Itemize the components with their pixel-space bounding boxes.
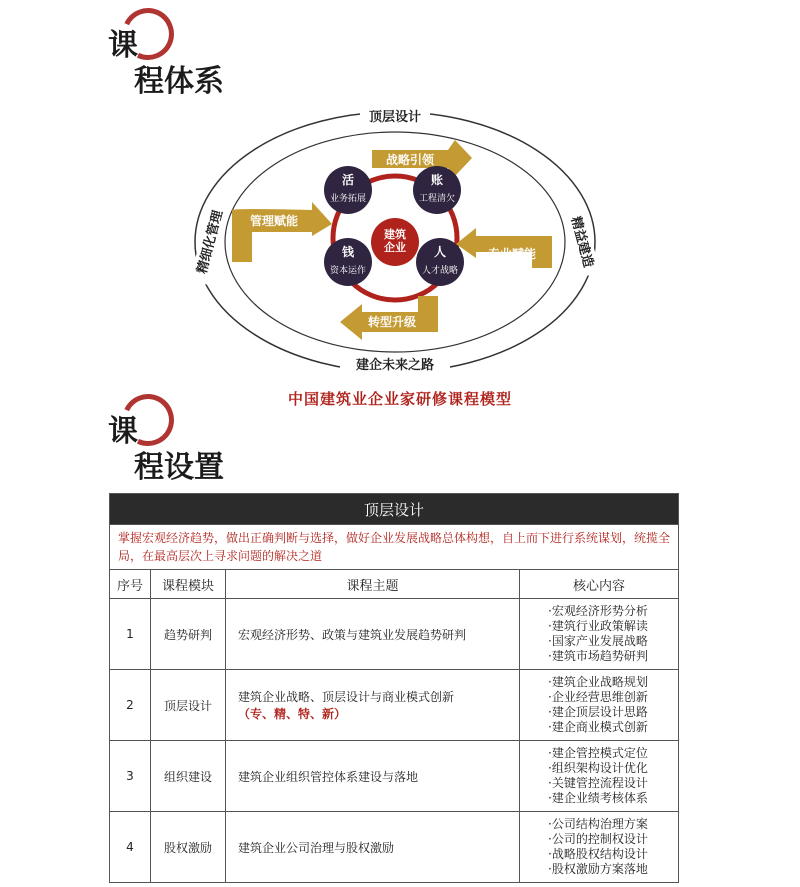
core-item: ·建企业绩考核体系 xyxy=(548,791,648,805)
core-item: ·企业经营思维创新 xyxy=(548,690,648,704)
topic-text: 建筑企业战略、顶层设计与商业模式创新 xyxy=(238,690,455,704)
topic-highlight: （专、精、特、新） xyxy=(238,707,347,721)
node-capital xyxy=(324,238,372,286)
core-item: ·公司的控制权设计 xyxy=(548,832,648,846)
core-item: ·组织架构设计优化 xyxy=(548,761,648,775)
arrow-label-management: 管理赋能 xyxy=(249,214,299,228)
core-item: ·建筑市场趋势研判 xyxy=(548,649,648,663)
node-business xyxy=(324,166,372,214)
cell-core xyxy=(520,741,679,812)
core-item: ·建企管控模式定位 xyxy=(548,746,648,760)
model-title: 中国建筑业企业家研修课程模型 xyxy=(287,390,512,408)
cell-module: 趋势研判 xyxy=(151,599,226,670)
arrow-professional xyxy=(456,228,552,268)
svg-text:钱: 钱 xyxy=(341,245,355,259)
curriculum-model-diagram xyxy=(0,0,800,420)
cell-core xyxy=(520,599,679,670)
core-item: ·宏观经济形势分析 xyxy=(548,604,648,618)
col-header-module: 课程模块 xyxy=(151,570,226,599)
col-header-topic: 课程主题 xyxy=(226,570,520,599)
table-row xyxy=(110,670,679,741)
topic-text: 宏观经济形势、政策与建筑业发展趋势研判 xyxy=(238,627,467,642)
ring-label-top: 顶层设计 xyxy=(368,110,422,125)
cell-no: 1 xyxy=(110,599,151,670)
cell-core xyxy=(520,812,679,883)
center-label: 建筑企业 xyxy=(384,228,406,254)
cell-core xyxy=(520,670,679,741)
table-row xyxy=(110,599,679,670)
cell-module: 股权激励 xyxy=(151,812,226,883)
core-item: ·国家产业发展战略 xyxy=(548,634,648,648)
ring-label-right: 精益建造 xyxy=(567,215,596,270)
svg-text:活: 活 xyxy=(341,173,355,187)
table-header: 顶层设计 xyxy=(110,494,679,525)
arrow-label-professional: 专业赋能 xyxy=(487,247,537,261)
core-item: ·公司结构治理方案 xyxy=(548,817,648,831)
ring-label-left: 精细化管理 xyxy=(194,208,227,276)
table-intro: 掌握宏观经济趋势，做出正确判断与选择，做好企业发展战略总体构想，自上而下进行系统谋划，统揽全局，在最高层次上寻求问题的解决之道 xyxy=(110,525,679,570)
ring-label-bottom: 建企未来之路 xyxy=(355,358,435,373)
svg-text:工程清欠: 工程清欠 xyxy=(418,194,456,204)
course-table xyxy=(109,493,679,883)
arrow-strategy xyxy=(372,140,472,176)
col-header-core: 核心内容 xyxy=(520,570,679,599)
col-header-no: 序号 xyxy=(110,570,151,599)
svg-text:人: 人 xyxy=(433,245,447,259)
cell-module: 组织建设 xyxy=(151,741,226,812)
heading-char: 课 xyxy=(108,414,138,449)
cell-topic xyxy=(226,599,520,670)
core-item: ·建企商业模式创新 xyxy=(548,720,648,734)
heading-rest: 程体系 xyxy=(134,64,224,99)
core-item: ·建企顶层设计思路 xyxy=(548,705,648,719)
heading-char: 课 xyxy=(108,28,138,63)
cell-module: 顶层设计 xyxy=(151,670,226,741)
svg-text:人才战略: 人才战略 xyxy=(421,266,459,276)
core-item: ·战略股权结构设计 xyxy=(548,847,648,861)
arrow-transformation xyxy=(340,296,438,340)
arrow-label-strategy: 战略引领 xyxy=(385,153,435,167)
heading-rest: 程设置 xyxy=(134,450,224,485)
core-item: ·建筑企业战略规划 xyxy=(548,675,648,689)
cell-no: 4 xyxy=(110,812,151,883)
cell-topic xyxy=(226,741,520,812)
cell-topic xyxy=(226,670,520,741)
svg-text:资本运作: 资本运作 xyxy=(329,266,367,276)
svg-text:账: 账 xyxy=(430,173,444,187)
cell-topic xyxy=(226,812,520,883)
arrow-management xyxy=(232,202,332,262)
core-item: ·股权激励方案落地 xyxy=(548,862,648,876)
node-talent xyxy=(416,238,464,286)
arrow-label-transformation: 转型升级 xyxy=(367,315,417,329)
cell-no: 2 xyxy=(110,670,151,741)
core-item: ·关键管控流程设计 xyxy=(548,776,648,790)
node-receivables xyxy=(413,166,461,214)
topic-text: 建筑企业组织管控体系建设与落地 xyxy=(238,769,419,784)
topic-text: 建筑企业公司治理与股权激励 xyxy=(238,840,395,855)
cell-no: 3 xyxy=(110,741,151,812)
svg-text:业务拓展: 业务拓展 xyxy=(329,194,367,204)
table-row xyxy=(110,741,679,812)
table-row xyxy=(110,812,679,883)
core-item: ·建筑行业政策解读 xyxy=(548,619,648,633)
